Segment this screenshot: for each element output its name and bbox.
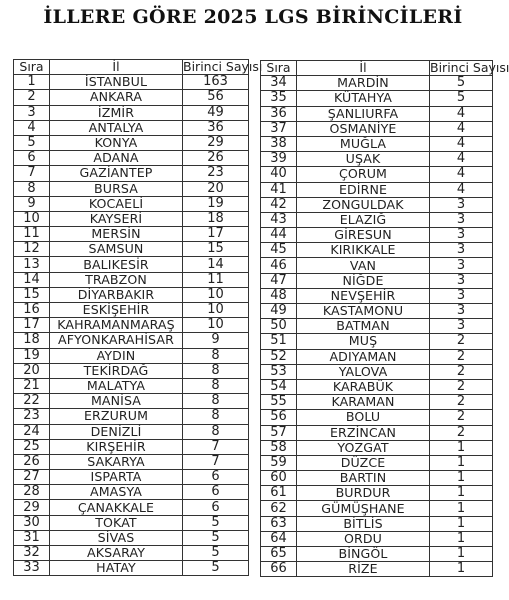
rank-cell: 26: [14, 454, 50, 469]
count-cell: 14: [183, 257, 249, 272]
city-cell: ÇANAKKALE: [50, 500, 183, 515]
count-cell: 29: [183, 135, 249, 150]
rank-cell: 25: [14, 439, 50, 454]
rank-cell: 3: [14, 105, 50, 120]
city-cell: BURDUR: [297, 486, 430, 501]
table-row: [14, 181, 249, 196]
city-cell: ISPARTA: [50, 470, 183, 485]
table-row: [14, 378, 249, 393]
count-cell: 10: [183, 303, 249, 318]
count-cell: 1: [430, 486, 493, 501]
city-cell: EDİRNE: [297, 182, 430, 197]
table-row: [14, 287, 249, 302]
rank-cell: 8: [14, 181, 50, 196]
rank-cell: 50: [261, 319, 297, 334]
table-row: [14, 454, 249, 469]
rank-cell: 23: [14, 409, 50, 424]
table-row: [14, 409, 249, 424]
count-cell: 4: [430, 167, 493, 182]
table-row: [261, 379, 493, 394]
table-row: [14, 439, 249, 454]
count-cell: 9: [183, 333, 249, 348]
city-cell: KONYA: [50, 135, 183, 150]
city-cell: BARTIN: [297, 471, 430, 486]
table-row: [261, 471, 493, 486]
rank-cell: 66: [261, 562, 297, 577]
count-cell: 3: [430, 197, 493, 212]
table-row: [261, 547, 493, 562]
count-cell: 8: [183, 409, 249, 424]
table-row: [261, 455, 493, 470]
count-cell: 2: [430, 395, 493, 410]
table-row: [14, 257, 249, 272]
count-cell: 5: [430, 76, 493, 91]
rank-cell: 12: [14, 242, 50, 257]
count-cell: 3: [430, 228, 493, 243]
count-cell: 5: [183, 561, 249, 576]
city-cell: SAMSUN: [50, 242, 183, 257]
table-row: [261, 121, 493, 136]
city-cell: SİVAS: [50, 530, 183, 545]
table-row: [14, 166, 249, 181]
city-cell: KAYSERİ: [50, 211, 183, 226]
count-cell: 2: [430, 425, 493, 440]
rank-cell: 57: [261, 425, 297, 440]
city-cell: AKSARAY: [50, 546, 183, 561]
table-row: [14, 75, 249, 90]
table-row: [261, 91, 493, 106]
table-header-row: [261, 61, 493, 76]
count-cell: 1: [430, 440, 493, 455]
table-row: [261, 258, 493, 273]
city-cell: BİNGÖL: [297, 547, 430, 562]
city-cell: VAN: [297, 258, 430, 273]
table-row: [14, 135, 249, 150]
count-cell: 2: [430, 349, 493, 364]
count-cell: 10: [183, 318, 249, 333]
table-row: [261, 106, 493, 121]
city-cell: ANKARA: [50, 90, 183, 105]
city-cell: BOLU: [297, 410, 430, 425]
city-cell: MARDİN: [297, 76, 430, 91]
rank-cell: 18: [14, 333, 50, 348]
table-row: [261, 167, 493, 182]
rank-cell: 20: [14, 363, 50, 378]
table-row: [261, 410, 493, 425]
count-cell: 11: [183, 272, 249, 287]
count-cell: 6: [183, 500, 249, 515]
city-cell: MUĞLA: [297, 136, 430, 151]
rank-cell: 33: [14, 561, 50, 576]
city-cell: KIRIKKALE: [297, 243, 430, 258]
count-cell: 7: [183, 439, 249, 454]
rank-cell: 58: [261, 440, 297, 455]
count-cell: 5: [183, 546, 249, 561]
city-cell: ELAZIĞ: [297, 212, 430, 227]
count-cell: 3: [430, 273, 493, 288]
table-row: [14, 485, 249, 500]
header-count: Birinci Sayısı: [183, 59, 263, 75]
city-cell: KARAMAN: [297, 395, 430, 410]
count-cell: 20: [183, 181, 249, 196]
table-row: [14, 303, 249, 318]
rank-cell: 32: [14, 546, 50, 561]
city-cell: KAHRAMANMARAŞ: [50, 318, 183, 333]
count-cell: 8: [183, 424, 249, 439]
page-title: İLLERE GÖRE 2025 LGS BİRİNCİLERİ: [43, 6, 463, 28]
table-row: [14, 470, 249, 485]
city-cell: OSMANİYE: [297, 121, 430, 136]
table-row: [14, 394, 249, 409]
city-cell: KOCAELİ: [50, 196, 183, 211]
count-cell: 1: [430, 547, 493, 562]
table-row: [14, 546, 249, 561]
table-row: [14, 120, 249, 135]
rank-cell: 63: [261, 516, 297, 531]
rank-cell: 49: [261, 304, 297, 319]
city-cell: AMASYA: [50, 485, 183, 500]
rank-cell: 36: [261, 106, 297, 121]
count-cell: 2: [430, 379, 493, 394]
table-row: [14, 227, 249, 242]
count-cell: 17: [183, 227, 249, 242]
city-cell: AFYONKARAHİSAR: [50, 333, 183, 348]
rank-cell: 64: [261, 531, 297, 546]
rank-cell: 6: [14, 151, 50, 166]
count-cell: 4: [430, 182, 493, 197]
rank-cell: 31: [14, 530, 50, 545]
rank-cell: 45: [261, 243, 297, 258]
count-cell: 5: [430, 91, 493, 106]
table-row: [261, 197, 493, 212]
rank-cell: 42: [261, 197, 297, 212]
header-rank: Sıra: [14, 60, 50, 75]
table-row: [14, 196, 249, 211]
count-cell: 23: [183, 166, 249, 181]
table-row: [261, 319, 493, 334]
rank-cell: 2: [14, 90, 50, 105]
count-cell: 6: [183, 470, 249, 485]
rank-cell: 11: [14, 227, 50, 242]
count-cell: 3: [430, 304, 493, 319]
count-cell: 2: [430, 334, 493, 349]
count-cell: 163: [183, 75, 249, 90]
table-row: [14, 500, 249, 515]
rank-cell: 62: [261, 501, 297, 516]
rank-cell: 15: [14, 287, 50, 302]
rank-cell: 21: [14, 378, 50, 393]
rank-cell: 16: [14, 303, 50, 318]
rank-cell: 14: [14, 272, 50, 287]
rank-cell: 5: [14, 135, 50, 150]
table-row: [261, 531, 493, 546]
table-row: [14, 561, 249, 576]
table-row: [261, 212, 493, 227]
table-body-right: [261, 76, 493, 577]
count-cell: 6: [183, 485, 249, 500]
count-cell: 56: [183, 90, 249, 105]
table-row: [261, 273, 493, 288]
count-cell: 1: [430, 471, 493, 486]
rank-cell: 51: [261, 334, 297, 349]
city-cell: NİĞDE: [297, 273, 430, 288]
count-cell: 8: [183, 378, 249, 393]
table-row: [14, 530, 249, 545]
rank-cell: 52: [261, 349, 297, 364]
rankings-table-left: [13, 59, 263, 576]
city-cell: KASTAMONU: [297, 304, 430, 319]
city-cell: KIRŞEHİR: [50, 439, 183, 454]
count-cell: 4: [430, 136, 493, 151]
city-cell: ESKİŞEHİR: [50, 303, 183, 318]
rank-cell: 47: [261, 273, 297, 288]
table-row: [261, 562, 493, 577]
count-cell: 49: [183, 105, 249, 120]
rank-cell: 59: [261, 455, 297, 470]
city-cell: TRABZON: [50, 272, 183, 287]
city-cell: SAKARYA: [50, 454, 183, 469]
table-row: [261, 182, 493, 197]
table-header-row: [14, 60, 249, 75]
city-cell: MUŞ: [297, 334, 430, 349]
count-cell: 5: [183, 515, 249, 530]
table-row: [261, 425, 493, 440]
table-row: [261, 395, 493, 410]
city-cell: ORDU: [297, 531, 430, 546]
count-cell: 3: [430, 288, 493, 303]
rank-cell: 9: [14, 196, 50, 211]
rank-cell: 40: [261, 167, 297, 182]
table-row: [14, 363, 249, 378]
city-cell: BİTLİS: [297, 516, 430, 531]
rank-cell: 37: [261, 121, 297, 136]
table-row: [261, 304, 493, 319]
city-cell: TOKAT: [50, 515, 183, 530]
rank-cell: 55: [261, 395, 297, 410]
table-row: [14, 333, 249, 348]
city-cell: GAZİANTEP: [50, 166, 183, 181]
table-row: [14, 424, 249, 439]
city-cell: ADANA: [50, 151, 183, 166]
rank-cell: 10: [14, 211, 50, 226]
city-cell: İZMİR: [50, 105, 183, 120]
rank-cell: 65: [261, 547, 297, 562]
rank-cell: 35: [261, 91, 297, 106]
table-row: [261, 516, 493, 531]
city-cell: ADIYAMAN: [297, 349, 430, 364]
rank-cell: 1: [14, 75, 50, 90]
table-row: [14, 90, 249, 105]
count-cell: 26: [183, 151, 249, 166]
count-cell: 1: [430, 501, 493, 516]
table-row: [261, 486, 493, 501]
city-cell: BALIKESİR: [50, 257, 183, 272]
header-count: Birinci Sayısı: [430, 60, 509, 76]
table-row: [261, 152, 493, 167]
city-cell: ZONGULDAK: [297, 197, 430, 212]
count-cell: 7: [183, 454, 249, 469]
count-cell: 3: [430, 258, 493, 273]
city-cell: UŞAK: [297, 152, 430, 167]
rank-cell: 22: [14, 394, 50, 409]
table-row: [14, 242, 249, 257]
table-row: [261, 364, 493, 379]
city-cell: İSTANBUL: [50, 75, 183, 90]
rank-cell: 7: [14, 166, 50, 181]
rank-cell: 43: [261, 212, 297, 227]
rank-cell: 60: [261, 471, 297, 486]
city-cell: ERZURUM: [50, 409, 183, 424]
count-cell: 8: [183, 348, 249, 363]
count-cell: 1: [430, 562, 493, 577]
city-cell: DENİZLİ: [50, 424, 183, 439]
count-cell: 1: [430, 516, 493, 531]
city-cell: NEVŞEHİR: [297, 288, 430, 303]
city-cell: TEKİRDAĞ: [50, 363, 183, 378]
city-cell: DİYARBAKIR: [50, 287, 183, 302]
city-cell: ANTALYA: [50, 120, 183, 135]
table-row: [14, 272, 249, 287]
city-cell: BURSA: [50, 181, 183, 196]
rank-cell: 30: [14, 515, 50, 530]
count-cell: 8: [183, 363, 249, 378]
rank-cell: 17: [14, 318, 50, 333]
rank-cell: 39: [261, 152, 297, 167]
count-cell: 10: [183, 287, 249, 302]
count-cell: 8: [183, 394, 249, 409]
table-row: [14, 515, 249, 530]
count-cell: 2: [430, 364, 493, 379]
table-row: [14, 348, 249, 363]
table-row: [261, 440, 493, 455]
count-cell: 36: [183, 120, 249, 135]
city-cell: ŞANLIURFA: [297, 106, 430, 121]
count-cell: 18: [183, 211, 249, 226]
header-city: İl: [297, 61, 430, 76]
count-cell: 1: [430, 455, 493, 470]
rank-cell: 46: [261, 258, 297, 273]
city-cell: YOZGAT: [297, 440, 430, 455]
count-cell: 5: [183, 530, 249, 545]
rank-cell: 29: [14, 500, 50, 515]
rank-cell: 13: [14, 257, 50, 272]
table-row: [261, 349, 493, 364]
city-cell: GİRESUN: [297, 228, 430, 243]
count-cell: 2: [430, 410, 493, 425]
count-cell: 15: [183, 242, 249, 257]
city-cell: HATAY: [50, 561, 183, 576]
city-cell: GÜMÜŞHANE: [297, 501, 430, 516]
table-row: [14, 151, 249, 166]
table-row: [14, 211, 249, 226]
count-cell: 19: [183, 196, 249, 211]
rank-cell: 48: [261, 288, 297, 303]
rank-cell: 19: [14, 348, 50, 363]
city-cell: KARABÜK: [297, 379, 430, 394]
table-row: [261, 228, 493, 243]
table-row: [261, 76, 493, 91]
city-cell: ÇORUM: [297, 167, 430, 182]
rank-cell: 28: [14, 485, 50, 500]
rank-cell: 56: [261, 410, 297, 425]
city-cell: AYDIN: [50, 348, 183, 363]
city-cell: MALATYA: [50, 378, 183, 393]
count-cell: 3: [430, 243, 493, 258]
city-cell: YALOVA: [297, 364, 430, 379]
rank-cell: 27: [14, 470, 50, 485]
count-cell: 4: [430, 121, 493, 136]
table-row: [261, 243, 493, 258]
table-row: [261, 288, 493, 303]
city-cell: KÜTAHYA: [297, 91, 430, 106]
city-cell: DÜZCE: [297, 455, 430, 470]
table-row: [14, 105, 249, 120]
city-cell: ERZİNCAN: [297, 425, 430, 440]
city-cell: MERSİN: [50, 227, 183, 242]
table-row: [14, 318, 249, 333]
city-cell: BATMAN: [297, 319, 430, 334]
rank-cell: 4: [14, 120, 50, 135]
rankings-table-right: [260, 60, 509, 577]
rank-cell: 34: [261, 76, 297, 91]
count-cell: 3: [430, 212, 493, 227]
city-cell: MANİSA: [50, 394, 183, 409]
header-rank: Sıra: [261, 61, 297, 76]
rank-cell: 53: [261, 364, 297, 379]
city-cell: RİZE: [297, 562, 430, 577]
count-cell: 1: [430, 531, 493, 546]
table-row: [261, 501, 493, 516]
count-cell: 4: [430, 106, 493, 121]
rank-cell: 41: [261, 182, 297, 197]
count-cell: 3: [430, 319, 493, 334]
rank-cell: 44: [261, 228, 297, 243]
table-body-left: [14, 75, 249, 576]
table-row: [261, 334, 493, 349]
count-cell: 4: [430, 152, 493, 167]
header-city: İl: [50, 60, 183, 75]
rank-cell: 38: [261, 136, 297, 151]
rank-cell: 61: [261, 486, 297, 501]
rank-cell: 24: [14, 424, 50, 439]
table-row: [261, 136, 493, 151]
rank-cell: 54: [261, 379, 297, 394]
